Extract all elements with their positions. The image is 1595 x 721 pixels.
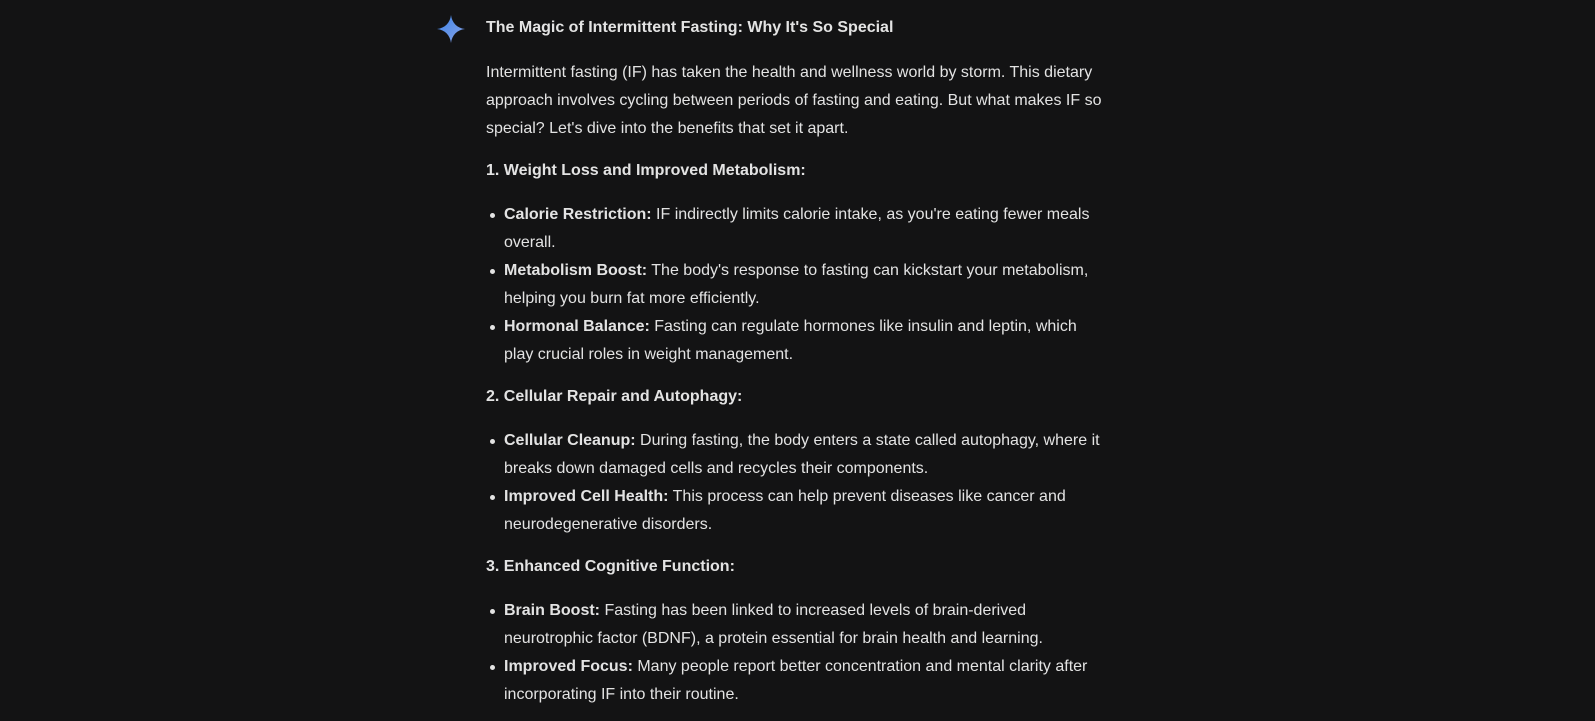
section-cellular-repair [486,383,1106,539]
bullet-text: The body's response to fasting can kickstart your metabolism, helping you burn fat more efficiently. [504,262,1089,307]
section-heading: 3. Enhanced Cognitive Function: [486,558,735,575]
bullet-text: Many people report better concentration and mental clarity after incorporating IF into their routine. [504,658,1088,703]
list-item [504,313,1106,369]
bullet-text: Fasting can regulate hormones like insulin and leptin, which play crucial roles in weight management. [504,318,1077,363]
gemini-sparkle-icon [436,14,466,44]
section-heading: 2. Cellular Repair and Autophagy: [486,388,743,405]
bullet-text: IF indirectly limits calorie intake, as you're eating fewer meals overall. [504,206,1090,251]
section-heading: 1. Weight Loss and Improved Metabolism: [486,162,806,179]
bullet-list [486,201,1106,369]
bullet-term: Cellular Cleanup: [504,432,636,449]
list-item [504,257,1106,313]
bullet-term: Improved Cell Health: [504,488,669,505]
list-item [504,597,1106,653]
intro-paragraph: Intermittent fasting (IF) has taken the health and wellness world by storm. This dietary approach involves cycling between periods of fasting and eating. But what makes IF so special? Let's dive into the benefits that set it apart. [486,64,1102,137]
bullet-term: Hormonal Balance: [504,318,650,335]
bullet-list [486,597,1106,709]
list-item [504,653,1106,709]
section-weight-loss [486,157,1106,369]
bullet-text: Fasting has been linked to increased levels of brain-derived neurotrophic factor (BDNF), a protein essential for brain health and learning. [504,602,1043,647]
bullet-dot [490,609,495,614]
bullet-dot [490,325,495,330]
bullet-dot [490,269,495,274]
section-cognitive-function [486,553,1106,709]
bullet-dot [490,665,495,670]
list-item [504,427,1106,483]
bullet-term: Brain Boost: [504,602,600,619]
bullet-term: Calorie Restriction: [504,206,652,223]
bullet-dot [490,213,495,218]
bullet-term: Metabolism Boost: [504,262,648,279]
bullet-text: During fasting, the body enters a state called autophagy, where it breaks down damaged cells and recycles their components. [504,432,1100,477]
bullet-term: Improved Focus: [504,658,633,675]
response-content [486,14,1106,709]
response-title: The Magic of Intermittent Fasting: Why It's So Special [486,19,894,36]
bullet-dot [490,495,495,500]
bullet-dot [490,439,495,444]
bullet-list [486,427,1106,539]
bullet-text: This process can help prevent diseases like cancer and neurodegenerative disorders. [504,488,1066,533]
list-item [504,201,1106,257]
list-item [504,483,1106,539]
